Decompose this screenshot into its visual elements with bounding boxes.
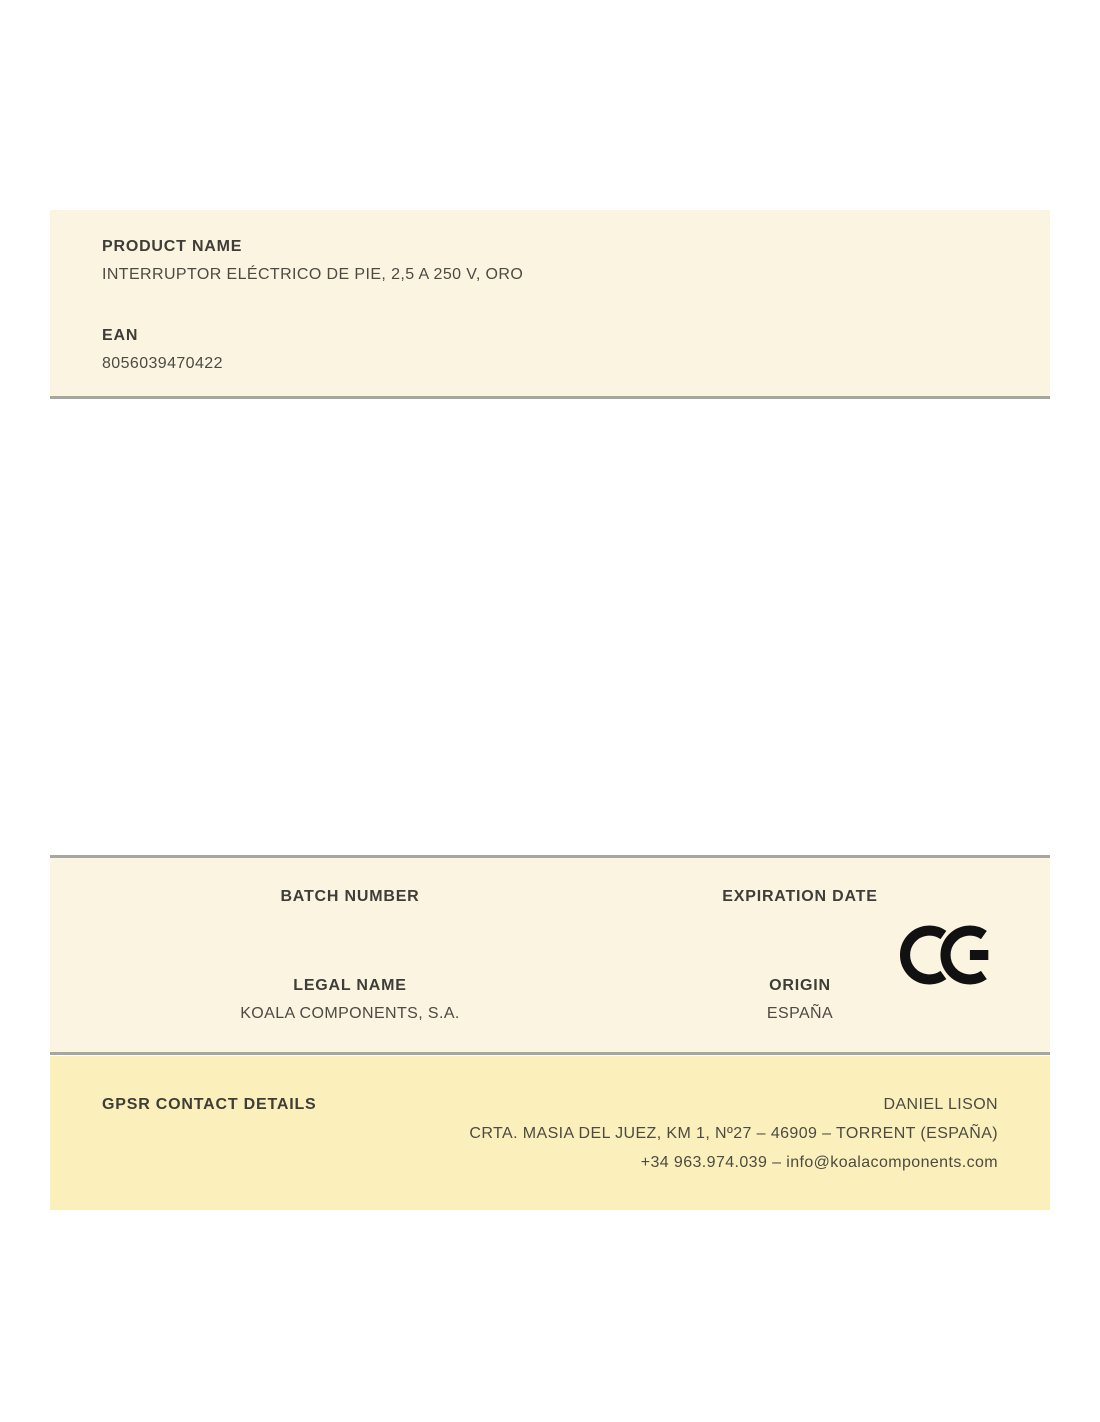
legal-name-label: LEGAL NAME	[293, 977, 407, 994]
gpsr-contact-name: DANIEL LISON	[883, 1096, 998, 1113]
product-name-value: INTERRUPTOR ELÉCTRICO DE PIE, 2,5 A 250 V, ORO	[102, 266, 524, 283]
gpsr-panel	[50, 1056, 1050, 1210]
gpsr-contact-label: GPSR CONTACT DETAILS	[102, 1096, 317, 1113]
gpsr-contact-phone-email: +34 963.974.039 – info@koalacomponents.com	[640, 1154, 998, 1171]
legal-name-field	[50, 976, 650, 1023]
ce-mark-icon	[900, 925, 992, 985]
ean-label: EAN	[102, 327, 139, 344]
product-name-label: PRODUCT NAME	[102, 238, 243, 255]
gpsr-contact-block	[469, 1090, 998, 1177]
batch-number-value	[50, 915, 650, 934]
gpsr-contact-address: CRTA. MASIA DEL JUEZ, KM 1, Nº27 – 46909 – TORRENT (ESPAÑA)	[469, 1125, 998, 1142]
product-name-field	[102, 237, 998, 284]
legal-name-value: KOALA COMPONENTS, S.A.	[240, 1005, 460, 1022]
origin-label: ORIGIN	[769, 977, 831, 994]
origin-value: ESPAÑA	[766, 1005, 834, 1022]
batch-number-label: BATCH NUMBER	[280, 888, 420, 905]
ean-field	[102, 326, 998, 373]
traceability-panel	[50, 855, 1050, 1055]
product-info-panel	[50, 210, 1050, 399]
expiration-date-label: EXPIRATION DATE	[722, 888, 878, 905]
batch-number-field	[50, 887, 650, 934]
ean-value: 8056039470422	[102, 355, 223, 372]
